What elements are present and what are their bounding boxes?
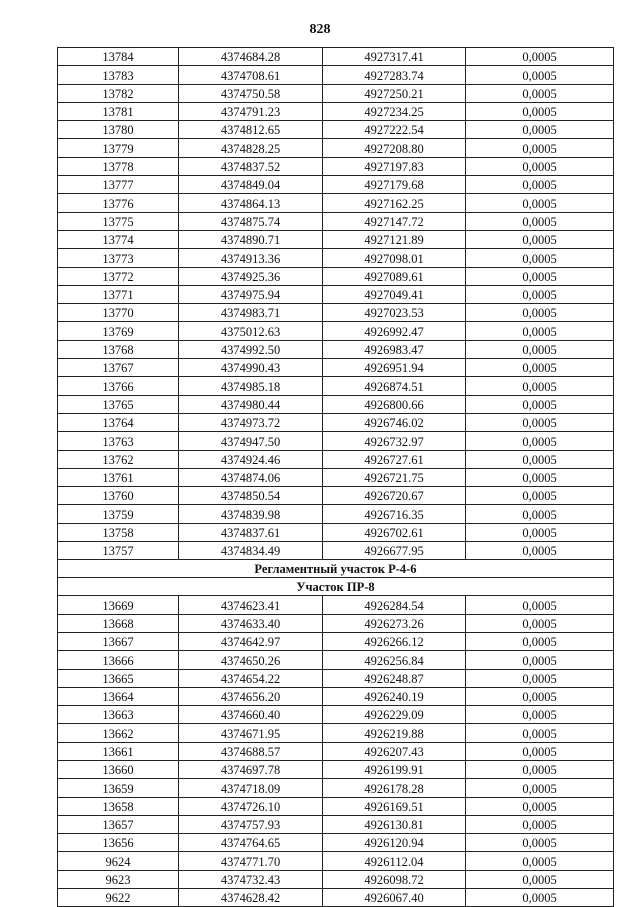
x-coordinate-cell: 4374925.36 [179,267,323,285]
x-coordinate-cell: 4374771.70 [179,852,323,870]
point-number-cell: 13658 [58,797,179,815]
accuracy-cell: 0,0005 [466,870,614,888]
table-row [58,632,614,650]
accuracy-cell: 0,0005 [466,194,614,212]
y-coordinate-cell: 4927208.80 [323,139,466,157]
table-row [58,760,614,778]
y-coordinate-cell: 4926256.84 [323,651,466,669]
y-coordinate-cell: 4926273.26 [323,614,466,632]
coordinates-table-container [57,47,609,907]
table-row [58,102,614,120]
accuracy-cell: 0,0005 [466,505,614,523]
table-row [58,852,614,870]
table-row [58,450,614,468]
y-coordinate-cell: 4926067.40 [323,889,466,907]
accuracy-cell: 0,0005 [466,176,614,194]
x-coordinate-cell: 4375012.63 [179,322,323,340]
x-coordinate-cell: 4374642.97 [179,632,323,650]
accuracy-cell: 0,0005 [466,340,614,358]
x-coordinate-cell: 4374812.65 [179,121,323,139]
table-row [58,194,614,212]
point-number-cell: 13776 [58,194,179,212]
table-row [58,542,614,560]
table-row [58,815,614,833]
point-number-cell: 13669 [58,596,179,614]
point-number-cell: 13777 [58,176,179,194]
x-coordinate-cell: 4374623.41 [179,596,323,614]
table-row [58,413,614,431]
section-heading-row [58,560,614,578]
x-coordinate-cell: 4374660.40 [179,706,323,724]
y-coordinate-cell: 4926240.19 [323,687,466,705]
y-coordinate-cell: 4926727.61 [323,450,466,468]
x-coordinate-cell: 4374975.94 [179,285,323,303]
table-section-headings [58,560,614,596]
table-row [58,687,614,705]
point-number-cell: 13663 [58,706,179,724]
accuracy-cell: 0,0005 [466,157,614,175]
accuracy-cell: 0,0005 [466,413,614,431]
point-number-cell: 13784 [58,48,179,66]
table-row [58,359,614,377]
point-number-cell: 9623 [58,870,179,888]
y-coordinate-cell: 4927179.68 [323,176,466,194]
accuracy-cell: 0,0005 [466,102,614,120]
y-coordinate-cell: 4927250.21 [323,84,466,102]
point-number-cell: 13762 [58,450,179,468]
table-row [58,340,614,358]
y-coordinate-cell: 4926874.51 [323,377,466,395]
point-number-cell: 13758 [58,523,179,541]
point-number-cell: 13666 [58,651,179,669]
y-coordinate-cell: 4926112.04 [323,852,466,870]
table-row [58,596,614,614]
accuracy-cell: 0,0005 [466,249,614,267]
accuracy-cell: 0,0005 [466,267,614,285]
section-heading-regulated-area: Регламентный участок Р-4-6 [58,560,614,578]
table-row [58,212,614,230]
x-coordinate-cell: 4374985.18 [179,377,323,395]
y-coordinate-cell: 4926746.02 [323,413,466,431]
accuracy-cell: 0,0005 [466,651,614,669]
table-row [58,139,614,157]
point-number-cell: 13772 [58,267,179,285]
x-coordinate-cell: 4374980.44 [179,395,323,413]
page-number: 828 [309,22,331,37]
point-number-cell: 13659 [58,779,179,797]
point-number-cell: 9622 [58,889,179,907]
x-coordinate-cell: 4374992.50 [179,340,323,358]
table-row [58,66,614,84]
point-number-cell: 13662 [58,724,179,742]
accuracy-cell: 0,0005 [466,760,614,778]
x-coordinate-cell: 4374650.26 [179,651,323,669]
table-row [58,669,614,687]
x-coordinate-cell: 4374983.71 [179,304,323,322]
x-coordinate-cell: 4374850.54 [179,487,323,505]
point-number-cell: 13760 [58,487,179,505]
y-coordinate-cell: 4927283.74 [323,66,466,84]
accuracy-cell: 0,0005 [466,687,614,705]
accuracy-cell: 0,0005 [466,889,614,907]
accuracy-cell: 0,0005 [466,66,614,84]
y-coordinate-cell: 4926677.95 [323,542,466,560]
x-coordinate-cell: 4374890.71 [179,230,323,248]
point-number-cell: 13667 [58,632,179,650]
table-row [58,157,614,175]
y-coordinate-cell: 4927023.53 [323,304,466,322]
table-row [58,84,614,102]
section-heading-area-pr8: Участок ПР-8 [58,578,614,596]
y-coordinate-cell: 4926266.12 [323,632,466,650]
y-coordinate-cell: 4926207.43 [323,742,466,760]
x-coordinate-cell: 4374718.09 [179,779,323,797]
y-coordinate-cell: 4926702.61 [323,523,466,541]
point-number-cell: 13656 [58,834,179,852]
accuracy-cell: 0,0005 [466,797,614,815]
accuracy-cell: 0,0005 [466,834,614,852]
accuracy-cell: 0,0005 [466,468,614,486]
table-body-upper [58,48,614,560]
accuracy-cell: 0,0005 [466,84,614,102]
point-number-cell: 13766 [58,377,179,395]
table-row [58,48,614,66]
x-coordinate-cell: 4374837.52 [179,157,323,175]
accuracy-cell: 0,0005 [466,487,614,505]
accuracy-cell: 0,0005 [466,432,614,450]
table-row [58,870,614,888]
y-coordinate-cell: 4927234.25 [323,102,466,120]
accuracy-cell: 0,0005 [466,395,614,413]
table-row [58,523,614,541]
point-number-cell: 13763 [58,432,179,450]
accuracy-cell: 0,0005 [466,322,614,340]
table-row [58,505,614,523]
table-row [58,176,614,194]
y-coordinate-cell: 4926219.88 [323,724,466,742]
point-number-cell: 13757 [58,542,179,560]
x-coordinate-cell: 4374913.36 [179,249,323,267]
y-coordinate-cell: 4926284.54 [323,596,466,614]
x-coordinate-cell: 4374874.06 [179,468,323,486]
accuracy-cell: 0,0005 [466,669,614,687]
y-coordinate-cell: 4926983.47 [323,340,466,358]
x-coordinate-cell: 4374671.95 [179,724,323,742]
table-row [58,395,614,413]
y-coordinate-cell: 4926732.97 [323,432,466,450]
point-number-cell: 13774 [58,230,179,248]
x-coordinate-cell: 4374924.46 [179,450,323,468]
y-coordinate-cell: 4926992.47 [323,322,466,340]
y-coordinate-cell: 4926098.72 [323,870,466,888]
y-coordinate-cell: 4926716.35 [323,505,466,523]
point-number-cell: 13661 [58,742,179,760]
point-number-cell: 13764 [58,413,179,431]
accuracy-cell: 0,0005 [466,359,614,377]
accuracy-cell: 0,0005 [466,377,614,395]
x-coordinate-cell: 4374834.49 [179,542,323,560]
point-number-cell: 13771 [58,285,179,303]
accuracy-cell: 0,0005 [466,285,614,303]
accuracy-cell: 0,0005 [466,230,614,248]
table-row [58,304,614,322]
point-number-cell: 13660 [58,760,179,778]
accuracy-cell: 0,0005 [466,139,614,157]
accuracy-cell: 0,0005 [466,724,614,742]
x-coordinate-cell: 4374633.40 [179,614,323,632]
x-coordinate-cell: 4374990.43 [179,359,323,377]
x-coordinate-cell: 4374750.58 [179,84,323,102]
x-coordinate-cell: 4374828.25 [179,139,323,157]
y-coordinate-cell: 4926721.75 [323,468,466,486]
x-coordinate-cell: 4374654.22 [179,669,323,687]
y-coordinate-cell: 4927049.41 [323,285,466,303]
y-coordinate-cell: 4926120.94 [323,834,466,852]
point-number-cell: 13768 [58,340,179,358]
accuracy-cell: 0,0005 [466,596,614,614]
table-row [58,285,614,303]
point-number-cell: 13767 [58,359,179,377]
point-number-cell: 13775 [58,212,179,230]
accuracy-cell: 0,0005 [466,614,614,632]
accuracy-cell: 0,0005 [466,212,614,230]
point-number-cell: 13665 [58,669,179,687]
accuracy-cell: 0,0005 [466,706,614,724]
x-coordinate-cell: 4374947.50 [179,432,323,450]
table-row [58,377,614,395]
y-coordinate-cell: 4927222.54 [323,121,466,139]
accuracy-cell: 0,0005 [466,121,614,139]
point-number-cell: 13779 [58,139,179,157]
x-coordinate-cell: 4374688.57 [179,742,323,760]
table-row [58,724,614,742]
x-coordinate-cell: 4374864.13 [179,194,323,212]
table-row [58,487,614,505]
y-coordinate-cell: 4927121.89 [323,230,466,248]
accuracy-cell: 0,0005 [466,632,614,650]
y-coordinate-cell: 4926951.94 [323,359,466,377]
x-coordinate-cell: 4374764.65 [179,834,323,852]
table-row [58,742,614,760]
point-number-cell: 13782 [58,84,179,102]
point-number-cell: 13778 [58,157,179,175]
point-number-cell: 13765 [58,395,179,413]
y-coordinate-cell: 4927147.72 [323,212,466,230]
table-row [58,468,614,486]
point-number-cell: 13657 [58,815,179,833]
point-number-cell: 13664 [58,687,179,705]
y-coordinate-cell: 4926169.51 [323,797,466,815]
y-coordinate-cell: 4926130.81 [323,815,466,833]
point-number-cell: 13759 [58,505,179,523]
table-body-lower [58,596,614,907]
point-number-cell: 9624 [58,852,179,870]
table-row [58,230,614,248]
y-coordinate-cell: 4927089.61 [323,267,466,285]
y-coordinate-cell: 4926199.91 [323,760,466,778]
x-coordinate-cell: 4374708.61 [179,66,323,84]
point-number-cell: 13783 [58,66,179,84]
accuracy-cell: 0,0005 [466,450,614,468]
point-number-cell: 13773 [58,249,179,267]
point-number-cell: 13781 [58,102,179,120]
accuracy-cell: 0,0005 [466,779,614,797]
table-row [58,779,614,797]
x-coordinate-cell: 4374757.93 [179,815,323,833]
x-coordinate-cell: 4374697.78 [179,760,323,778]
table-row [58,322,614,340]
accuracy-cell: 0,0005 [466,852,614,870]
point-number-cell: 13769 [58,322,179,340]
x-coordinate-cell: 4374875.74 [179,212,323,230]
y-coordinate-cell: 4927197.83 [323,157,466,175]
point-number-cell: 13668 [58,614,179,632]
table-row [58,121,614,139]
point-number-cell: 13761 [58,468,179,486]
x-coordinate-cell: 4374791.23 [179,102,323,120]
table-row [58,614,614,632]
y-coordinate-cell: 4926178.28 [323,779,466,797]
table-row [58,249,614,267]
point-number-cell: 13770 [58,304,179,322]
table-row [58,889,614,907]
y-coordinate-cell: 4927162.25 [323,194,466,212]
y-coordinate-cell: 4926720.67 [323,487,466,505]
x-coordinate-cell: 4374839.98 [179,505,323,523]
x-coordinate-cell: 4374726.10 [179,797,323,815]
coordinates-table [57,47,614,907]
y-coordinate-cell: 4927098.01 [323,249,466,267]
x-coordinate-cell: 4374973.72 [179,413,323,431]
x-coordinate-cell: 4374837.61 [179,523,323,541]
accuracy-cell: 0,0005 [466,815,614,833]
x-coordinate-cell: 4374628.42 [179,889,323,907]
section-heading-row [58,578,614,596]
x-coordinate-cell: 4374656.20 [179,687,323,705]
y-coordinate-cell: 4927317.41 [323,48,466,66]
x-coordinate-cell: 4374732.43 [179,870,323,888]
accuracy-cell: 0,0005 [466,523,614,541]
accuracy-cell: 0,0005 [466,742,614,760]
table-row [58,267,614,285]
accuracy-cell: 0,0005 [466,542,614,560]
accuracy-cell: 0,0005 [466,304,614,322]
y-coordinate-cell: 4926229.09 [323,706,466,724]
table-row [58,706,614,724]
x-coordinate-cell: 4374684.28 [179,48,323,66]
y-coordinate-cell: 4926248.87 [323,669,466,687]
table-row [58,797,614,815]
point-number-cell: 13780 [58,121,179,139]
y-coordinate-cell: 4926800.66 [323,395,466,413]
table-row [58,834,614,852]
x-coordinate-cell: 4374849.04 [179,176,323,194]
table-row [58,651,614,669]
accuracy-cell: 0,0005 [466,48,614,66]
table-row [58,432,614,450]
